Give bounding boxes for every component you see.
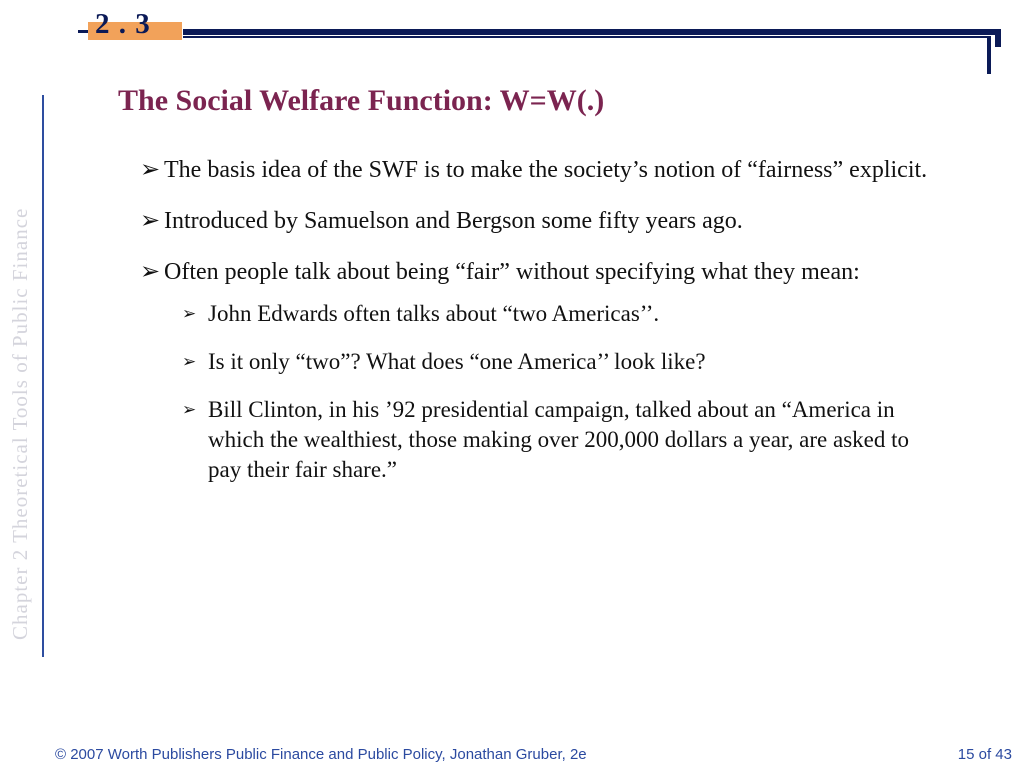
arrow-bullet-icon: ➢ xyxy=(140,259,161,285)
footer-credit: © 2007 Worth Publishers Public Finance and Public Policy, Jonathan Gruber, 2e xyxy=(55,746,587,763)
sub-bullet-item xyxy=(182,395,930,485)
slide-title: The Social Welfare Function: W=W(.) xyxy=(118,84,605,117)
bullet-item xyxy=(140,154,930,187)
left-dash xyxy=(78,30,88,33)
arrow-bullet-icon: ➢ xyxy=(140,157,161,183)
right-rule xyxy=(987,36,991,74)
sub-bullet-text: John Edwards often talks about “two Americas’’. xyxy=(208,301,660,326)
section-number: 2 . 3 xyxy=(95,8,151,40)
arrow-bullet-icon: ➢ xyxy=(140,208,161,234)
bullet-text: The basis idea of the SWF is to make the society’s notion of “fairness” explicit. xyxy=(164,157,928,183)
page-number: 15 of 43 xyxy=(957,746,1012,763)
bullet-item xyxy=(140,256,930,289)
bullet-text: Introduced by Samuelson and Bergson some fifty years ago. xyxy=(164,208,743,234)
top-rule xyxy=(183,29,997,35)
sub-bullet-item xyxy=(182,347,930,377)
sub-bullet-text: Is it only “two”? What does “one America’’ look like? xyxy=(208,349,706,374)
bullet-item xyxy=(140,205,930,238)
right-rule-thick xyxy=(995,29,1001,47)
bullet-text: Often people talk about being “fair” without specifying what they mean: xyxy=(164,259,860,285)
arrow-bullet-icon: ➢ xyxy=(182,304,197,323)
sub-bullet-text: Bill Clinton, in his ’92 presidential campaign, talked about an “America in which the wealthiest, those making over 200,000 dollars a year, are asked to pay their fair share.” xyxy=(208,397,910,482)
side-divider xyxy=(42,95,44,657)
chapter-title-vertical: Chapter 2 Theoretical Tools of Public Finance xyxy=(8,207,32,640)
arrow-bullet-icon: ➢ xyxy=(182,400,197,419)
arrow-bullet-icon: ➢ xyxy=(182,352,197,371)
bullet-list xyxy=(140,154,930,503)
top-rule-thin xyxy=(183,36,987,38)
sub-bullet-item xyxy=(182,299,930,329)
